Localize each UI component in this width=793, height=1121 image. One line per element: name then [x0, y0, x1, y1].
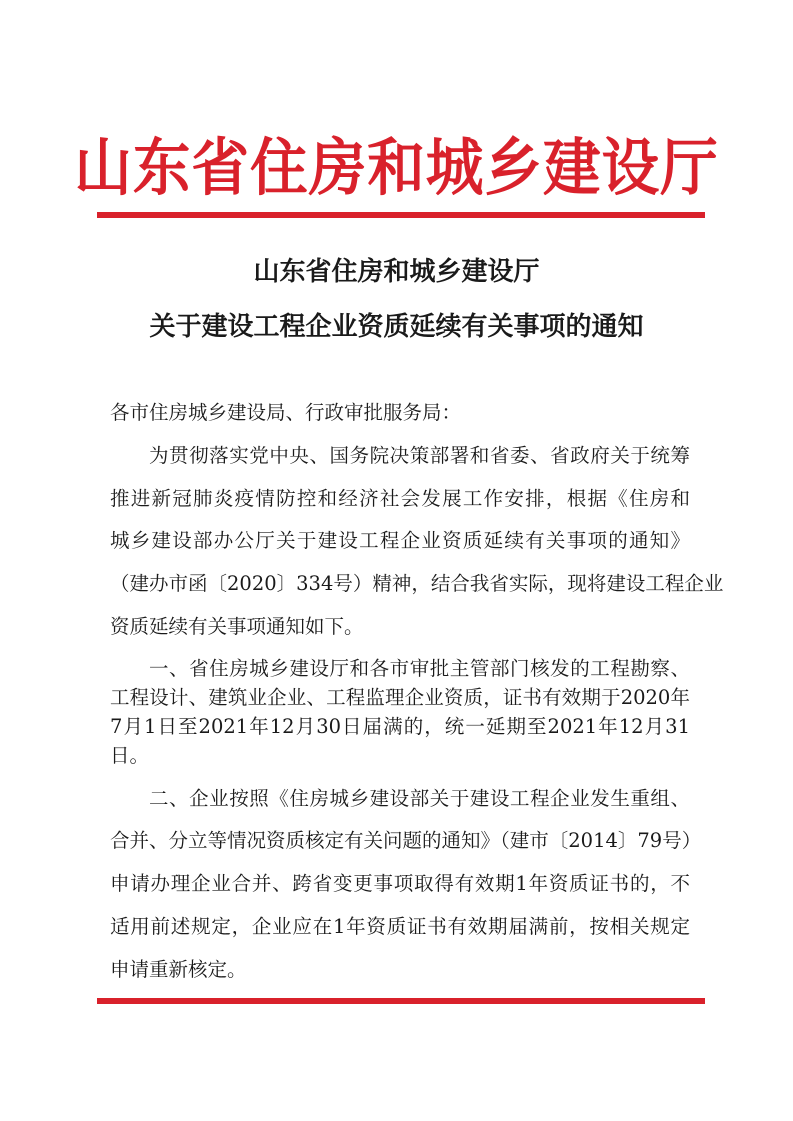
paragraph-1-line-4: （建办市函〔2020〕334号）精神，结合我省实际，现将建设工程企业	[110, 572, 724, 595]
salutation: 各市住房城乡建设局、行政审批服务局：	[110, 401, 462, 424]
paragraph-2-line-4: 日。	[110, 744, 150, 767]
paragraph-1-line-3: 城乡建设部办公厅关于建设工程企业资质延续有关事项的通知》	[110, 529, 690, 552]
document-title-line-1: 山东省住房和城乡建设厅	[253, 257, 540, 287]
paragraph-3-line-1: 二、企业按照《住房城乡建设部关于建设工程企业发生重组、	[149, 787, 690, 810]
paragraph-3-line-5: 申请重新核定。	[110, 958, 247, 981]
header-divider	[97, 212, 705, 218]
footer-divider	[97, 998, 705, 1004]
paragraph-2-line-1: 一、省住房城乡建设厅和各市审批主管部门核发的工程勘察、	[149, 657, 690, 680]
paragraph-3-line-4: 适用前述规定，企业应在1年资质证书有效期届满前，按相关规定	[110, 915, 690, 938]
paragraph-3-line-2: 合并、分立等情况资质核定有关问题的通知》（建市〔2014〕79号）	[110, 829, 702, 852]
organization-header: 山东省住房和城乡建设厅	[74, 131, 719, 204]
paragraph-2-line-3: 7月1日至2021年12月30日届满的，统一延期至2021年12月31	[110, 715, 690, 738]
paragraph-1-line-2: 推进新冠肺炎疫情防控和经济社会发展工作安排，根据《住房和	[110, 487, 690, 510]
paragraph-1-line-5: 资质延续有关事项通知如下。	[110, 615, 364, 638]
document-title-line-2: 关于建设工程企业资质延续有关事项的通知	[149, 312, 644, 342]
paragraph-3-line-3: 申请办理企业合并、跨省变更事项取得有效期1年资质证书的，不	[110, 872, 690, 895]
paragraph-1-line-1: 为贯彻落实党中央、国务院决策部署和省委、省政府关于统筹	[149, 444, 690, 467]
paragraph-2-line-2: 工程设计、建筑业企业、工程监理企业资质，证书有效期于2020年	[110, 686, 690, 709]
